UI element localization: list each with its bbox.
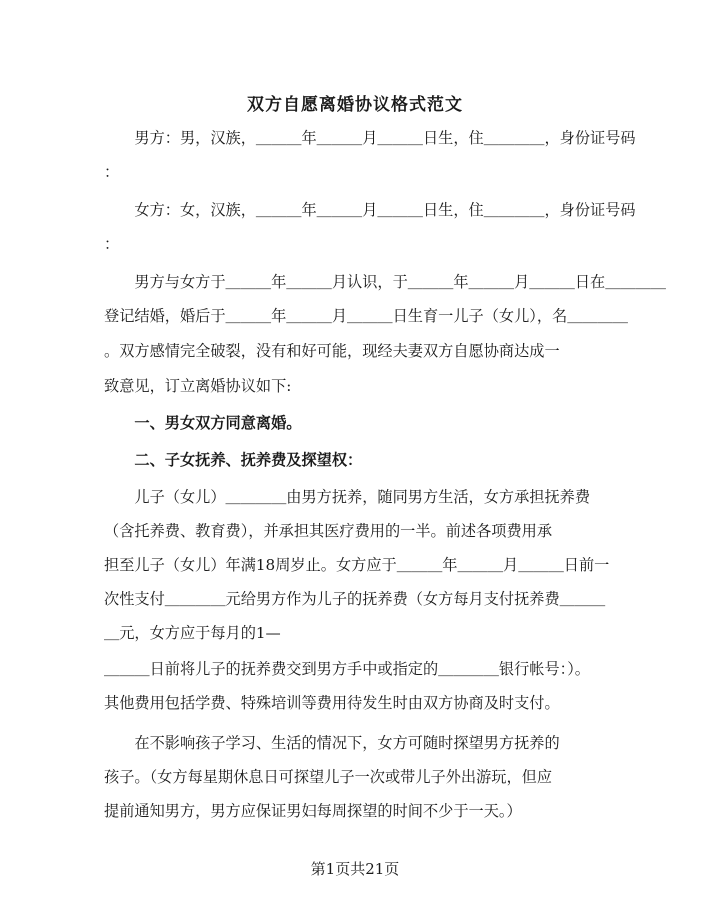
page-number: 第1页共21页 [310, 860, 400, 878]
paragraph-line: 担至儿子（女儿）年满18周岁止。女方应于＿＿＿年＿＿＿月＿＿＿日前一 [104, 556, 610, 574]
paragraph-line: 孩子。（女方每星期休息日可探望儿子一次或带儿子外出游玩，但应 [104, 768, 553, 786]
paragraph-line: 提前通知男方，男方应保证男妇每周探望的时间不少于一天。） [104, 802, 522, 820]
female-party-line-cont: ： [104, 235, 120, 253]
paragraph-line: 致意见，订立离婚协议如下: [104, 377, 292, 395]
male-party-line-cont: ： [104, 163, 120, 181]
paragraph-line: ＿元，女方应于每月的1— [104, 624, 281, 642]
paragraph-line: 儿子（女儿）＿＿＿＿由男方抚养，随同男方生活，女方承担抚养费 [104, 488, 590, 506]
paragraph-line: 次性支付＿＿＿＿元给男方作为儿子的抚养费（女方每月支付抚养费＿＿＿ [104, 590, 606, 608]
paragraph-line: 其他费用包括学费、特殊培训等费用待发生时由双方协商及时支付。 [104, 694, 560, 712]
male-party-line: 男方：男，汉族，＿＿＿年＿＿＿月＿＿＿日生，住＿＿＿＿，身份证号码 [104, 129, 636, 147]
female-party-line: 女方：女，汉族，＿＿＿年＿＿＿月＿＿＿日生，住＿＿＿＿，身份证号码 [104, 201, 636, 219]
paragraph-line: ＿＿＿日前将儿子的抚养费交到男方手中或指定的＿＿＿＿银行帐号：）。 [104, 660, 590, 678]
section-heading-2: 二、子女抚养、抚养费及探望权： [104, 451, 363, 469]
document-title: 双方自愿离婚协议格式范文 [247, 95, 463, 115]
paragraph-line: 登记结婚，婚后于＿＿＿年＿＿＿月＿＿＿日生育一儿子（女儿），名＿＿＿＿ [104, 307, 628, 325]
paragraph-line: 在不影响孩子学习、生活的情况下，女方可随时探望男方抚养的 [104, 734, 560, 752]
paragraph-line: （含托养费、教育费），并承担其医疗费用的一半。前述各项费用承 [104, 522, 553, 540]
paragraph-line: 男方与女方于＿＿＿年＿＿＿月认识，于＿＿＿年＿＿＿月＿＿＿日在＿＿＿＿ [104, 273, 666, 291]
section-heading-1: 一、男女双方同意离婚。 [104, 414, 302, 432]
paragraph-line: 。双方感情完全破裂，没有和好可能，现经夫妻双方自愿协商达成一 [104, 342, 560, 360]
